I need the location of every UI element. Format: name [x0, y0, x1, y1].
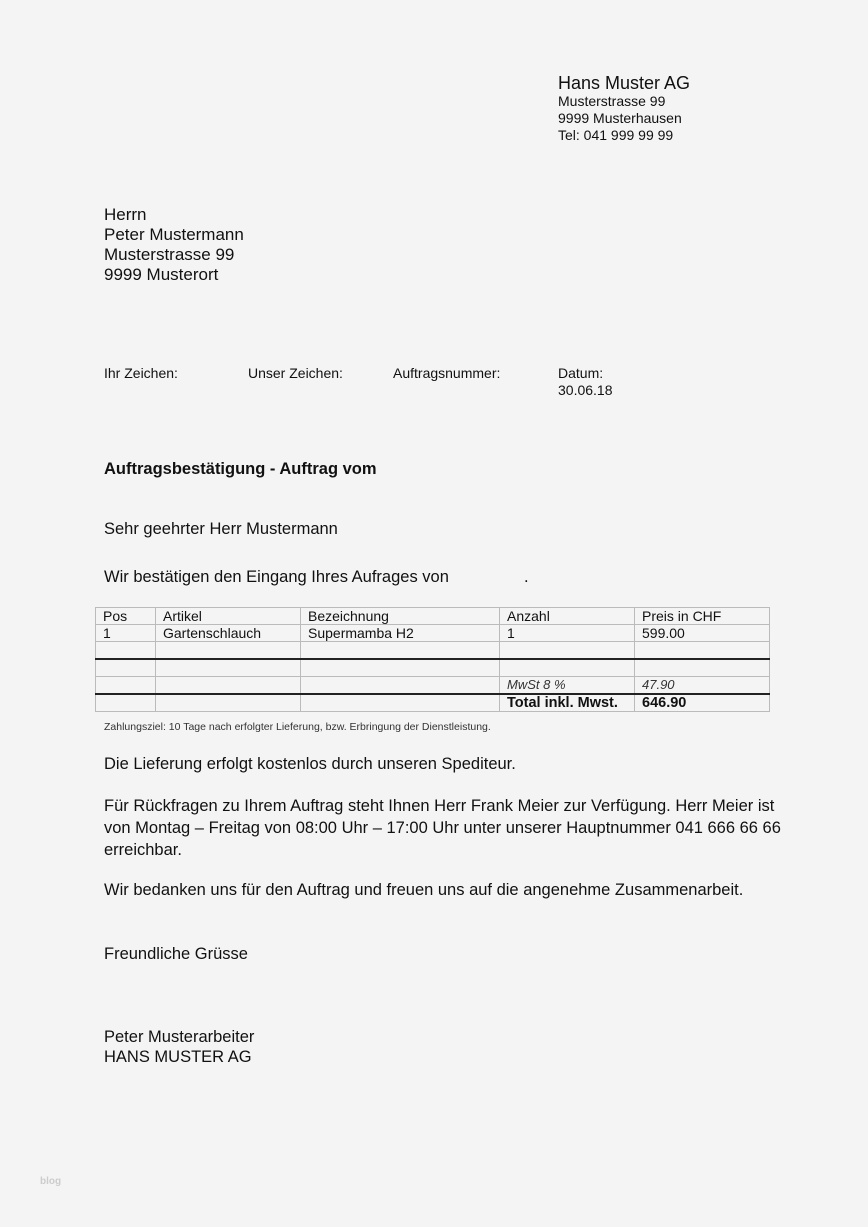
- table-row-empty: [96, 659, 770, 677]
- header-bezeichnung: Bezeichnung: [301, 608, 500, 625]
- subject: Auftragsbestätigung - Auftrag vom: [104, 460, 377, 478]
- recipient-street: Musterstrasse 99: [104, 245, 235, 264]
- signature-company: HANS MUSTER AG: [104, 1048, 252, 1066]
- recipient-salutation: Herrn: [104, 205, 147, 224]
- cell-artikel: Gartenschlauch: [156, 625, 301, 642]
- cell-preis: 599.00: [635, 625, 770, 642]
- ref-unser-zeichen: Unser Zeichen:: [248, 365, 343, 381]
- cell-anzahl: 1: [500, 625, 635, 642]
- intro-end: .: [524, 568, 529, 586]
- header-preis: Preis in CHF: [635, 608, 770, 625]
- greeting: Sehr geehrter Herr Mustermann: [104, 520, 338, 538]
- closing: Freundliche Grüsse: [104, 945, 248, 963]
- vat-row: [96, 677, 770, 695]
- ref-datum-value: 30.06.18: [558, 382, 613, 398]
- sender-company: Hans Muster AG: [558, 73, 691, 93]
- order-table: [95, 607, 770, 712]
- vat-label: MwSt 8 %: [500, 677, 635, 695]
- paragraph-thanks: Wir bedanken uns für den Auftrag und freuen uns auf die angenehme Zusammenarbeit.: [104, 881, 744, 899]
- sender-phone: Tel: 041 999 99 99: [558, 127, 674, 143]
- table-row: [96, 625, 770, 642]
- paragraph-contact-1: Für Rückfragen zu Ihrem Auftrag steht Ihnen Herr Frank Meier zur Verfügung. Herr Meier ist: [104, 797, 775, 815]
- cell-bezeichnung: Supermamba H2: [301, 625, 500, 642]
- ref-ihr-zeichen: Ihr Zeichen:: [104, 365, 178, 381]
- paragraph-delivery: Die Lieferung erfolgt kostenlos durch unseren Spediteur.: [104, 755, 516, 773]
- sender-city: 9999 Musterhausen: [558, 110, 682, 126]
- paragraph-contact-2: von Montag – Freitag von 08:00 Uhr – 17:00 Uhr unter unserer Hauptnummer 041 666 66 66: [104, 819, 781, 837]
- total-label: Total inkl. Mwst.: [500, 694, 635, 712]
- recipient-city: 9999 Musterort: [104, 265, 219, 284]
- signature-name: Peter Musterarbeiter: [104, 1028, 255, 1046]
- paragraph-contact-3: erreichbar.: [104, 841, 182, 859]
- watermark-logo: blog: [40, 1176, 62, 1187]
- cell-pos: 1: [96, 625, 156, 642]
- vat-value: 47.90: [635, 677, 770, 695]
- header-artikel: Artikel: [156, 608, 301, 625]
- ref-datum-label: Datum:: [558, 365, 604, 381]
- ref-auftragsnummer: Auftragsnummer:: [393, 365, 501, 381]
- recipient-name: Peter Mustermann: [104, 225, 244, 244]
- total-value: 646.90: [635, 694, 770, 712]
- table-header: [96, 608, 770, 625]
- sender-street: Musterstrasse 99: [558, 93, 666, 109]
- total-row: [96, 694, 770, 712]
- table-row-empty: [96, 642, 770, 660]
- payment-terms: Zahlungsziel: 10 Tage nach erfolgter Lieferung, bzw. Erbringung der Dienstleistung.: [104, 721, 491, 733]
- header-anzahl: Anzahl: [500, 608, 635, 625]
- header-pos: Pos: [96, 608, 156, 625]
- intro: Wir bestätigen den Eingang Ihres Aufrages von: [104, 568, 449, 586]
